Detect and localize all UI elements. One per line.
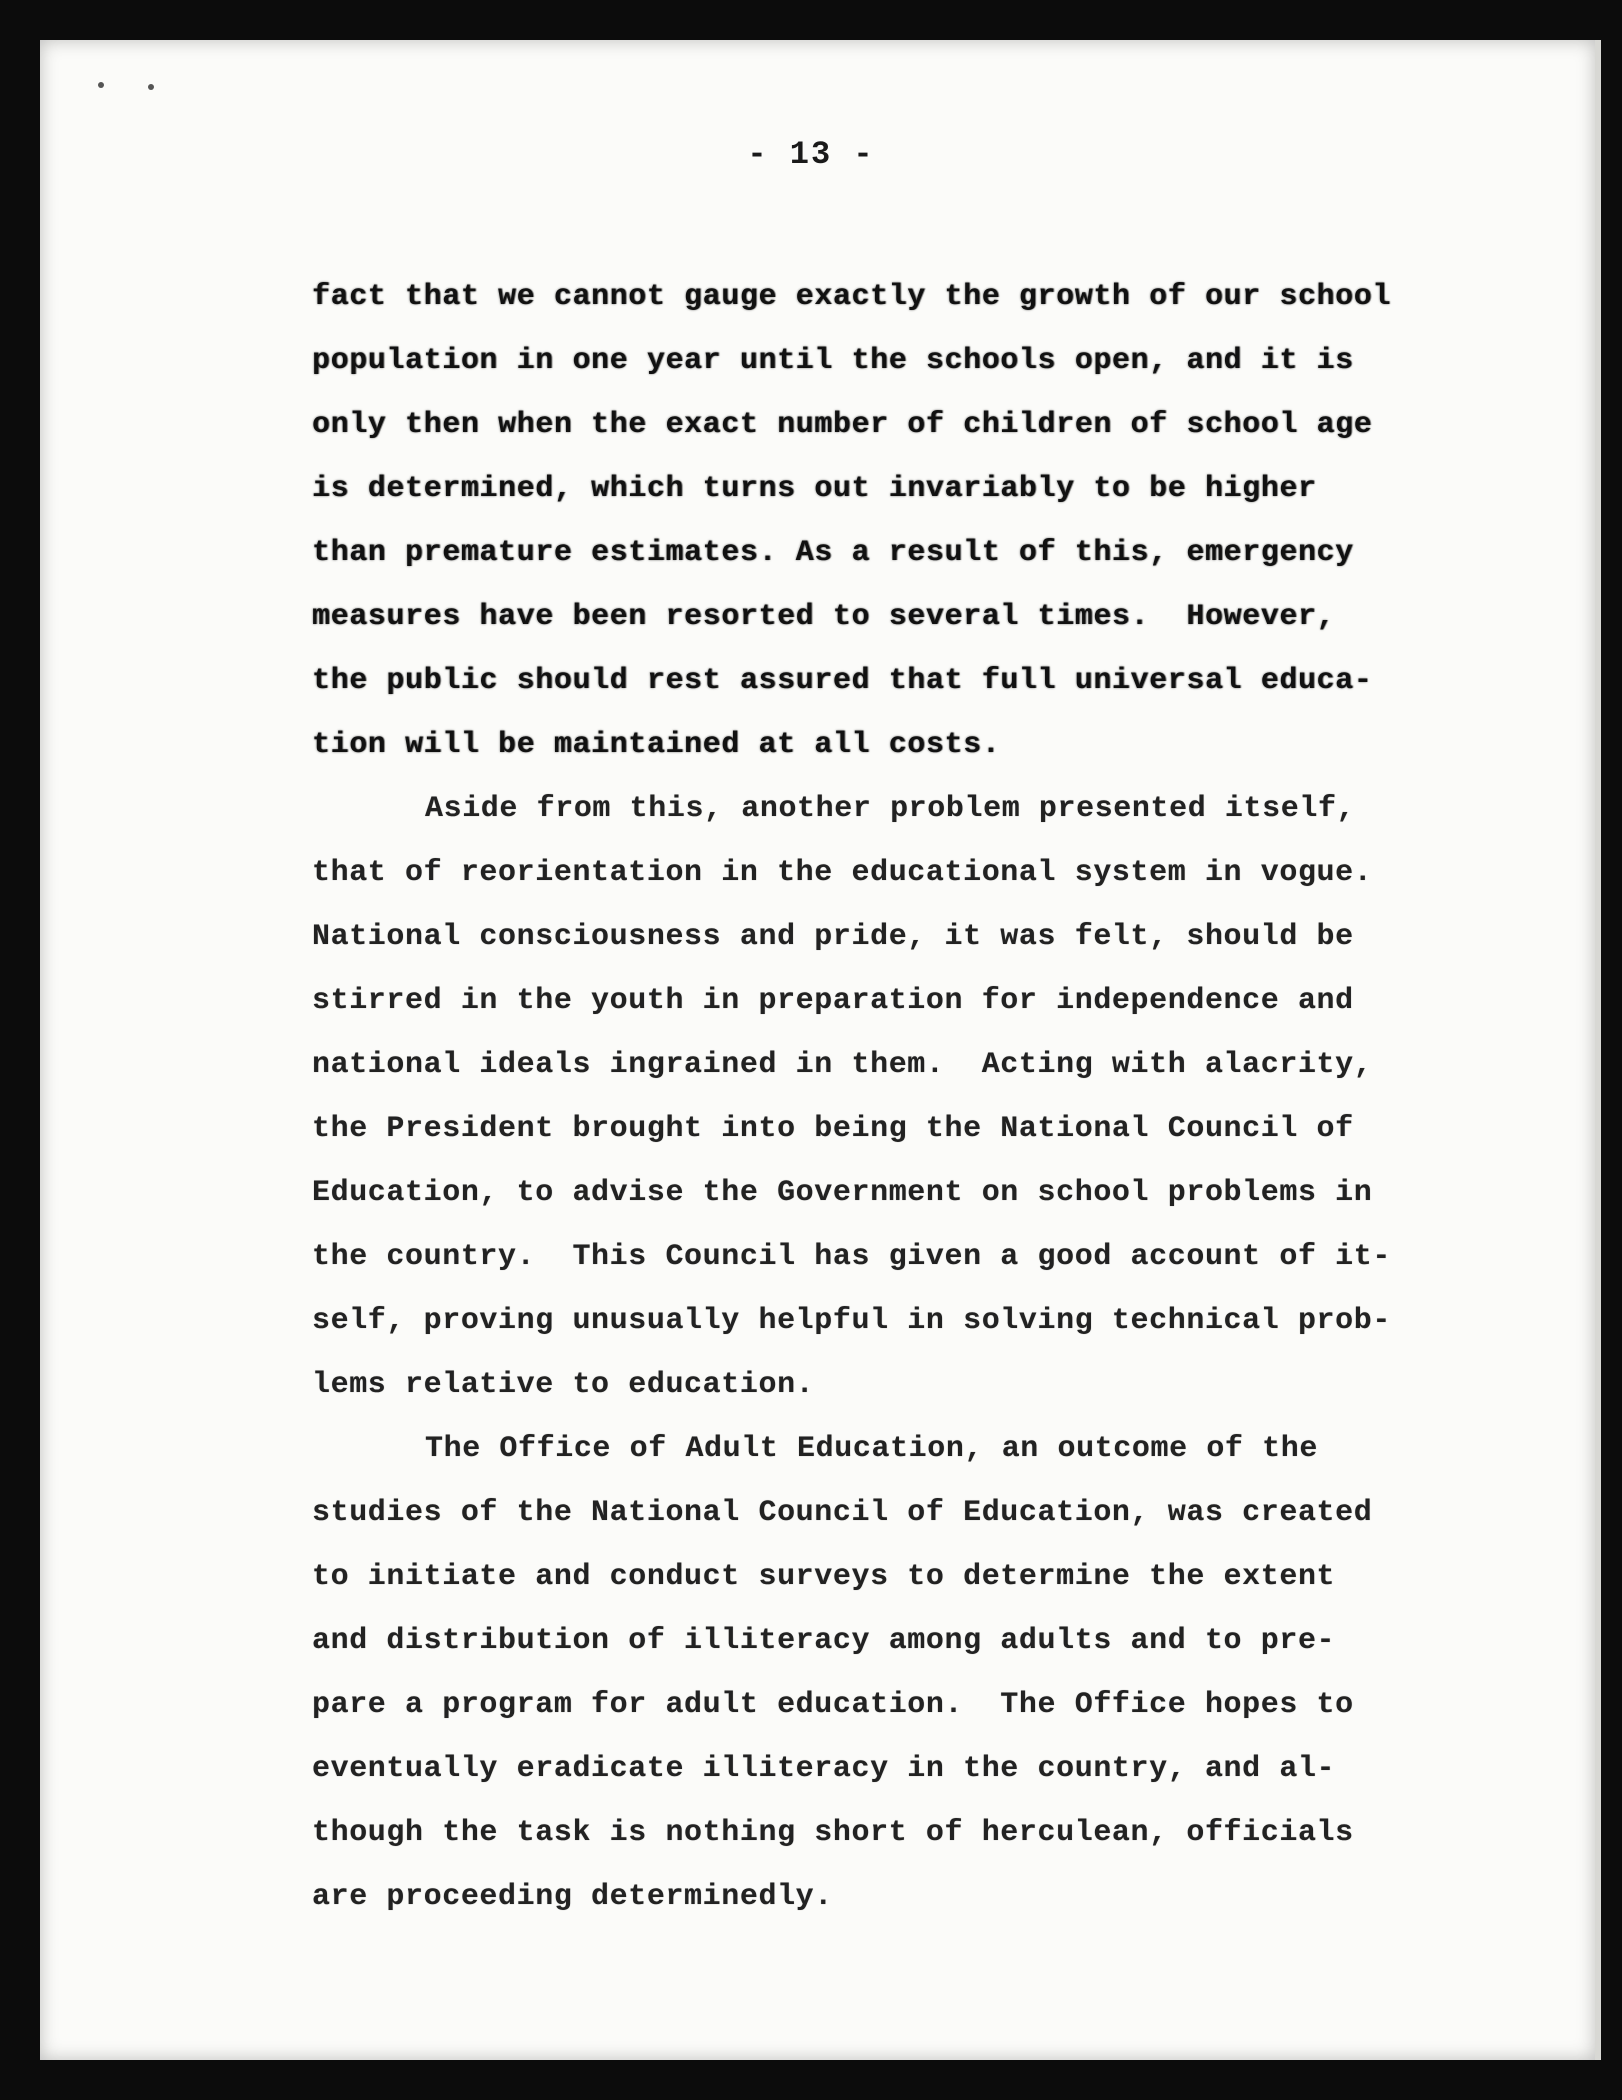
text-line: though the task is nothing short of herculean, officials	[312, 1816, 1354, 1850]
text-line: population in one year until the schools open, and it is	[312, 344, 1354, 378]
text-line: the public should rest assured that full universal educa-	[312, 664, 1373, 698]
text-line: tion will be maintained at all costs.	[312, 728, 1001, 762]
text-line: and distribution of illiteracy among adults and to pre-	[312, 1624, 1336, 1658]
page-edge	[1595, 40, 1601, 2060]
text-line: only then when the exact number of children of school age	[312, 408, 1373, 442]
page-number: - 13 -	[747, 136, 875, 173]
text-line: measures have been resorted to several times. However,	[312, 600, 1336, 634]
text-line: the President brought into being the National Council of	[312, 1112, 1354, 1146]
dust-speck	[148, 84, 154, 90]
text-line: National consciousness and pride, it was felt, should be	[312, 920, 1354, 954]
text-line: stirred in the youth in preparation for independence and	[312, 984, 1354, 1018]
text-line: self, proving unusually helpful in solving technical prob-	[312, 1304, 1391, 1338]
text-line: than premature estimates. As a result of this, emergency	[312, 536, 1354, 570]
text-line: The Office of Adult Education, an outcome of the	[425, 1432, 1318, 1466]
paragraph-3	[312, 1417, 1462, 1929]
text-line: to initiate and conduct surveys to determine the extent	[312, 1560, 1336, 1594]
paragraph-1	[312, 265, 1462, 777]
text-line: eventually eradicate illiteracy in the country, and al-	[312, 1752, 1336, 1786]
text-line: are proceeding determinedly.	[312, 1880, 833, 1914]
text-line: Aside from this, another problem presented itself,	[425, 792, 1356, 826]
text-line: pare a program for adult education. The Office hopes to	[312, 1688, 1354, 1722]
text-line: is determined, which turns out invariably to be higher	[312, 472, 1317, 506]
text-line: fact that we cannot gauge exactly the growth of our school	[312, 280, 1391, 314]
text-line: that of reorientation in the educational system in vogue.	[312, 856, 1373, 890]
text-line: studies of the National Council of Education, was created	[312, 1496, 1373, 1530]
text-line: lems relative to education.	[312, 1368, 815, 1402]
text-line: Education, to advise the Government on school problems in	[312, 1176, 1373, 1210]
text-line: the country. This Council has given a good account of it-	[312, 1240, 1391, 1274]
dust-speck	[98, 82, 104, 88]
paragraph-2	[312, 777, 1462, 1417]
body-text	[312, 265, 1462, 1929]
text-line: national ideals ingrained in them. Acting with alacrity,	[312, 1048, 1373, 1082]
